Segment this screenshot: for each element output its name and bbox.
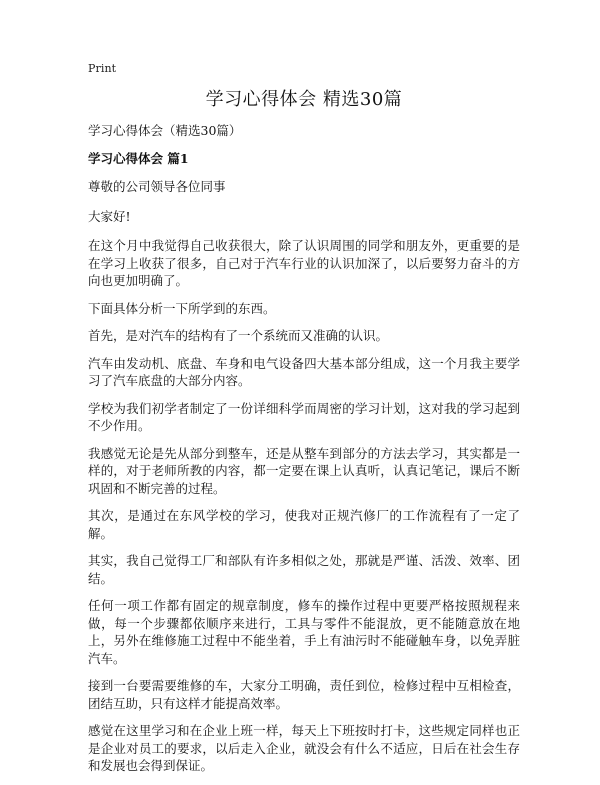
paragraph: 其实，我自己觉得工厂和部队有许多相似之处，那就是严谨、活泼、效率、团结。 — [88, 553, 520, 586]
paragraph: 任何一项工作都有固定的规章制度，修车的操作过程中更要严格按照规程来做，每一个步骤都依顺序来进行，工具与零件不能混放，更不能随意放在地上，另外在维修施工过程中不能坐着，手上有油污时不能碰触车身，以免弄脏汽车。 — [88, 598, 520, 666]
paragraph: 其次，是通过在东风学校的学习，使我对正规汽修厂的工作流程有了一定了解。 — [88, 508, 520, 541]
paragraph: 感觉在这里学习和在企业上班一样，每天上下班按时打卡，这些规定同样也正是企业对员工的要求，以后走入企业，就没会有什么不适应，日后在社会生存和发展也会得到保证。 — [88, 723, 520, 773]
paragraph: 在这个月中我觉得自己收获很大，除了认识周围的同学和朋友外，更重要的是在学习上收获了很多，自己对于汽车行业的认识加深了，以后要努力奋斗的方向也更加明确了。 — [88, 238, 520, 288]
paragraph: 汽车由发动机、底盘、车身和电气设备四大基本部分组成，这一个月我主要学习了汽车底盘的大部分内容。 — [88, 355, 520, 388]
section-heading: 学习心得体会 篇1 — [88, 151, 189, 166]
paragraph: 接到一台要需要维修的车，大家分工明确，责任到位，检修过程中互相检查，团结互助，只有这样才能提高效率。 — [88, 678, 520, 711]
paragraph: 下面具体分析一下所学到的东西。 — [88, 300, 276, 316]
paragraph-greeting: 大家好! — [88, 208, 131, 224]
paragraph-salutation: 尊敬的公司领导各位同事 — [88, 179, 226, 194]
paragraph: 我感觉无论是先从部分到整车，还是从整车到部分的方法去学习，其实都是一样的，对于老师所教的内容，都一定要在课上认真听，认真记笔记，课后不断巩固和不断完善的过程。 — [88, 445, 520, 496]
paragraph: 学校为我们初学者制定了一份详细科学而周密的学习计划，这对我的学习起到不少作用。 — [88, 400, 520, 433]
document-page — [88, 62, 520, 785]
print-label[interactable]: Print — [88, 62, 117, 75]
paragraph: 首先，是对汽车的结构有了一个系统而又准确的认识。 — [88, 328, 389, 343]
document-subtitle: 学习心得体会（精选30篇） — [88, 123, 242, 138]
page-title: 学习心得体会 精选30篇 — [205, 89, 403, 110]
